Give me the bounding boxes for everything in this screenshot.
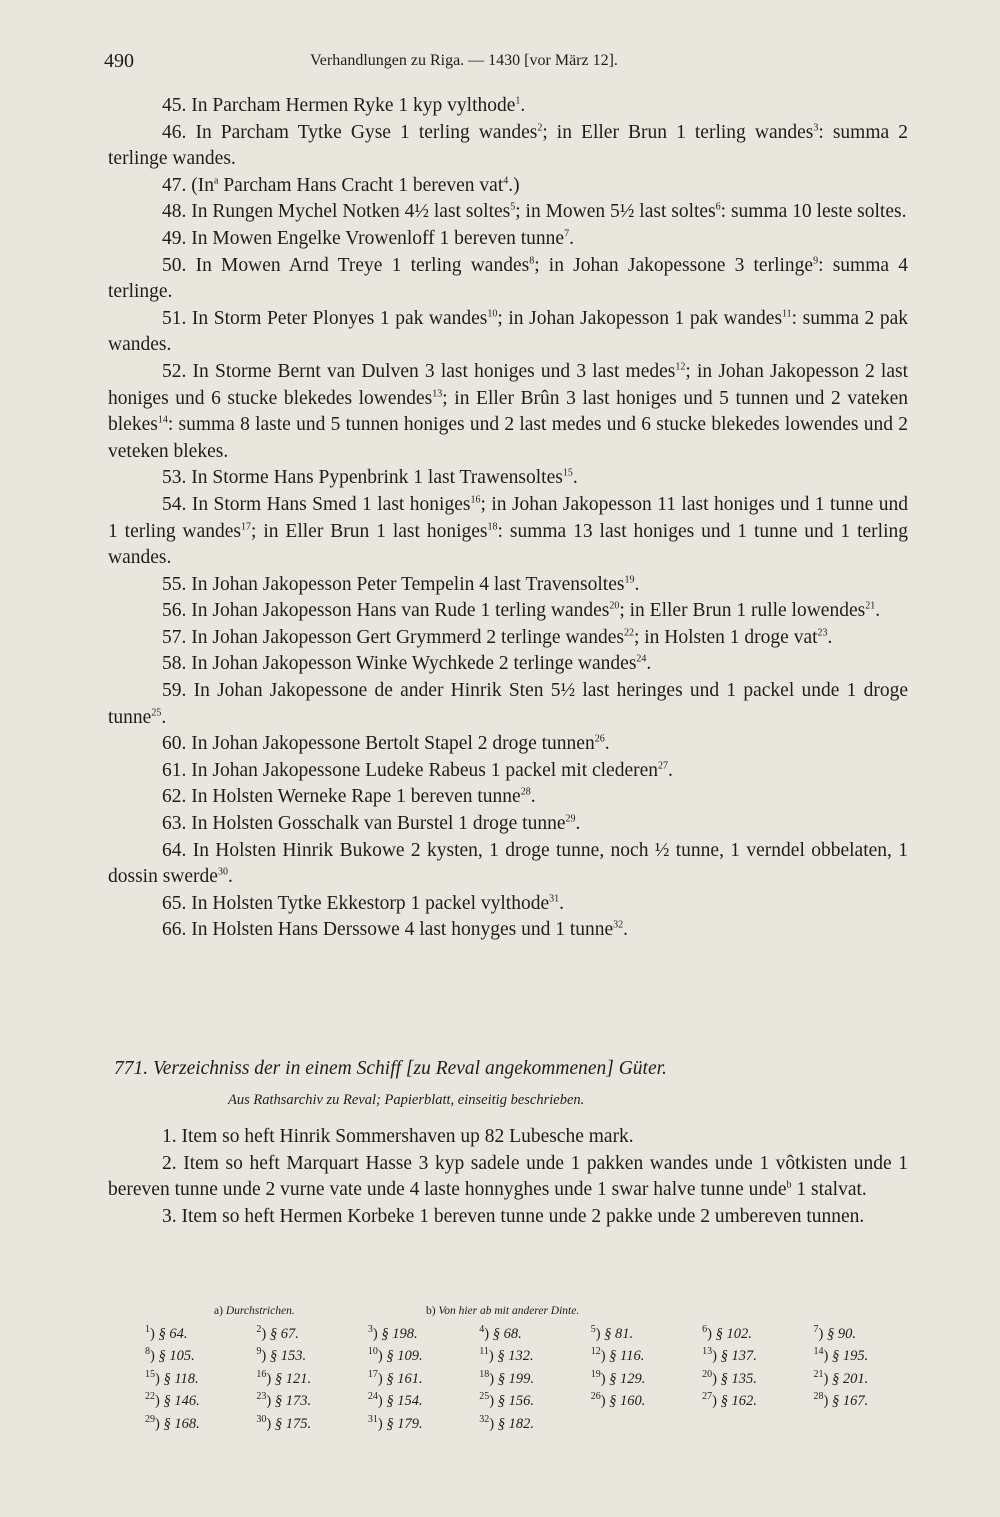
footnote-number: 17	[367, 1368, 378, 1380]
footnote-marker: 17	[240, 521, 251, 532]
footnote	[591, 1368, 702, 1390]
note-b	[426, 1305, 579, 1317]
footnote-reference: § 195.	[832, 1348, 869, 1365]
footnote-reference: § 198.	[381, 1326, 418, 1342]
footnote	[479, 1413, 590, 1435]
footnote-paren: )	[372, 1326, 382, 1342]
footnote-reference: § 179.	[386, 1415, 423, 1432]
document-item	[108, 1124, 908, 1151]
register-entry	[108, 492, 908, 572]
footnote-marker: 24	[636, 653, 647, 665]
entry-list	[108, 93, 908, 944]
footnote-marker: 20	[609, 600, 620, 612]
footnote-paren: )	[484, 1326, 493, 1342]
footnote-number: 26	[590, 1391, 601, 1403]
note-a	[214, 1305, 295, 1317]
footnote-paren: )	[266, 1415, 275, 1432]
footnote-number: 30	[256, 1413, 267, 1425]
footnote-marker: 18	[487, 521, 498, 532]
footnote-marker: a	[214, 175, 219, 187]
entry-text: 60. In Johan Jakopessone Bertolt Stapel 2 droge tunnen	[162, 733, 595, 755]
entry-text: 47. (In	[162, 174, 214, 196]
running-head-title: Verhandlungen zu Riga. — 1430 [vor März 12].	[310, 52, 618, 69]
footnote	[702, 1390, 813, 1412]
footnote-reference: § 162.	[720, 1393, 757, 1410]
footnote-paren: )	[818, 1326, 827, 1342]
footnote-number: 22	[145, 1391, 155, 1403]
footnote-number: 20	[702, 1368, 713, 1380]
register-entry	[108, 465, 908, 492]
footnote	[814, 1368, 925, 1390]
footnote-reference: § 146.	[163, 1393, 200, 1410]
footnote-reference: § 153.	[269, 1348, 307, 1365]
entry-text: 46. In Parcham Tytke Gyse 1 terling wandes	[162, 121, 538, 143]
footnote-reference: § 67.	[269, 1326, 299, 1342]
note-b-text: Von hier ab mit anderer Dinte.	[438, 1305, 580, 1317]
entry-text: .	[827, 626, 833, 648]
footnote	[591, 1390, 702, 1412]
entry-text: .	[569, 227, 574, 249]
entry-text: 56. In Johan Jakopesson Hans van Rude 1 terling wandes	[162, 600, 610, 622]
footnote	[145, 1323, 256, 1345]
footnote-marker: 29	[565, 813, 576, 825]
footnote-reference: § 154.	[386, 1393, 423, 1410]
footnote	[256, 1323, 367, 1345]
footnote-marker: 2	[537, 122, 543, 134]
entry-text: ; in Johan Jakopesson 2 last honiges und 6 stucke blekedes lowendes	[108, 360, 909, 409]
footnote-number: 12	[590, 1346, 601, 1358]
footnote-reference: § 116.	[609, 1348, 645, 1365]
footnote-reference: § 156.	[497, 1393, 534, 1410]
register-entry	[108, 731, 908, 758]
footnote	[479, 1368, 590, 1390]
footnote-number: 18	[479, 1368, 490, 1380]
footnote-reference: § 129.	[609, 1370, 646, 1387]
entry-text: .	[161, 706, 167, 728]
register-entry	[108, 598, 908, 625]
footnote-number: 27	[702, 1391, 713, 1403]
footnote	[368, 1368, 479, 1390]
footnote-paren: )	[823, 1370, 832, 1387]
register-entry	[108, 811, 908, 838]
footnote-row	[145, 1390, 925, 1412]
entry-text: 66. In Holsten Hans Derssowe 4 last honyges und 1 tunne	[162, 919, 614, 941]
note-a-mark: a)	[214, 1305, 223, 1317]
entry-text: ; in Eller Brun 1 terling wandes	[542, 121, 814, 143]
footnote-paren: )	[600, 1348, 610, 1365]
entry-text: ; in Holsten 1 droge vat	[633, 626, 818, 648]
footnote-number: 23	[256, 1391, 267, 1403]
footnote-reference: § 90.	[827, 1326, 856, 1342]
document-source: Aus Rathsarchiv zu Reval; Papierblatt, einseitig beschrieben.	[228, 1092, 585, 1108]
register-entry	[108, 226, 908, 253]
footnote-marker: 21	[865, 600, 876, 612]
entry-text: 59. In Johan Jakopessone de ander Hinrik Sten 5½ last heringes und 1 packel unde 1 droge tunne	[108, 680, 908, 728]
entry-text: 62. In Holsten Werneke Rape 1 bereven tunne	[162, 786, 521, 808]
footnote-reference: § 109.	[386, 1348, 423, 1365]
footnote-number: 7	[813, 1324, 819, 1336]
footnote-reference: § 167.	[832, 1393, 869, 1410]
note-b-mark: b)	[426, 1305, 436, 1317]
footnote	[814, 1390, 925, 1412]
entry-text: 51. In Storm Peter Plonyes 1 pak wandes	[162, 307, 488, 329]
footnote-marker: 25	[151, 707, 162, 719]
footnote-paren: )	[266, 1393, 275, 1410]
footnote-paren: )	[377, 1348, 387, 1365]
entry-text: 48. In Rungen Mychel Notken 4½ last soltes	[162, 201, 511, 223]
footnote-marker: 26	[594, 733, 605, 745]
footnote-reference: § 64.	[158, 1326, 188, 1342]
footnote-paren: )	[823, 1393, 832, 1410]
entry-text: .	[227, 866, 233, 888]
footnote-paren: )	[707, 1326, 716, 1342]
entry-text: : summa 13 last honiges und 1 tunne und 1 terling wandes.	[108, 520, 908, 569]
footnote	[702, 1323, 813, 1345]
footnote-marker: 7	[564, 228, 570, 240]
footnote	[256, 1345, 367, 1367]
entry-text: 63. In Holsten Gosschalk van Burstel 1 droge tunne	[162, 813, 566, 835]
footnote	[368, 1345, 479, 1367]
footnote-number: 29	[145, 1413, 155, 1425]
footnote-marker: 6	[715, 201, 721, 213]
footnote-number: 11	[479, 1346, 489, 1358]
register-entry	[108, 93, 908, 120]
footnote	[591, 1345, 702, 1367]
register-entry	[108, 678, 908, 731]
entry-text: 57. In Johan Jakopesson Gert Grymmerd 2 terlinge wandes	[162, 626, 624, 648]
footnote-paren: )	[155, 1415, 164, 1432]
footnote-marker: 28	[520, 786, 531, 798]
footnote-reference: § 182.	[497, 1415, 534, 1432]
footnote-number: 6	[702, 1324, 708, 1336]
footnote	[256, 1390, 367, 1412]
footnote	[145, 1390, 256, 1412]
footnote	[591, 1323, 702, 1345]
entry-text: 1. Item so heft Hinrik Sommershaven up 82 Lubesche mark.	[162, 1126, 634, 1147]
register-entry	[108, 917, 908, 944]
register-entry	[108, 625, 908, 652]
entry-text: ; in Eller Brun 1 last honiges	[250, 520, 488, 542]
footnote-paren: )	[150, 1348, 159, 1365]
footnote-reference: § 132.	[497, 1348, 534, 1365]
footnote-paren: )	[261, 1348, 270, 1365]
footnote-reference: § 81.	[604, 1326, 634, 1342]
footnote-paren: )	[600, 1370, 610, 1387]
footnote-row	[145, 1345, 925, 1367]
footnote-marker: 16	[470, 494, 481, 506]
footnote	[479, 1345, 590, 1367]
entry-text: .	[559, 892, 564, 914]
page-number: 490	[104, 50, 134, 72]
entry-text: .)	[508, 174, 520, 196]
footnote-marker: 3	[813, 122, 819, 134]
register-entry	[108, 891, 908, 918]
footnote-marker: 13	[432, 388, 443, 400]
entry-text: Parcham Hans Cracht 1 bereven vat	[218, 174, 504, 196]
footnote-paren: )	[823, 1348, 832, 1365]
footnote-number: 13	[702, 1346, 713, 1358]
footnote-marker: 14	[157, 414, 168, 426]
footnote-paren: )	[712, 1370, 721, 1387]
footnote-row	[145, 1413, 925, 1435]
register-entry	[108, 651, 908, 678]
footnote-paren: )	[712, 1393, 721, 1410]
entry-text: 61. In Johan Jakopessone Ludeke Rabeus 1 packel mit clederen	[162, 759, 659, 781]
entry-text: .	[623, 919, 629, 941]
footnote-reference: § 137.	[720, 1348, 757, 1365]
footnote-number: 5	[590, 1324, 596, 1336]
entry-text: .	[572, 467, 578, 489]
footnote-number: 14	[813, 1346, 824, 1358]
footnote-number: 8	[145, 1346, 150, 1358]
footnote-marker: b	[786, 1179, 792, 1191]
entry-text: .	[604, 733, 610, 755]
footnote-paren: )	[150, 1326, 159, 1342]
entry-text: 3. Item so heft Hermen Korbeke 1 bereven tunne unde 2 pakke unde 2 umbereven tunnen.	[162, 1205, 865, 1227]
footnote-marker: 8	[529, 255, 535, 267]
entry-text: 49. In Mowen Engelke Vrowenloff 1 bereven tunne	[162, 227, 565, 249]
entry-text: 64. In Holsten Hinrik Bukowe 2 kysten, 1 droge tunne, noch ½ tunne, 1 verndel obbelaten, 1 dossin swerde	[108, 839, 908, 888]
footnote-reference: § 102.	[715, 1326, 752, 1342]
footnote-row	[145, 1368, 925, 1390]
entry-text: 65. In Holsten Tytke Ekkestorp 1 packel vylthode	[162, 892, 550, 914]
footnote-marker: 22	[623, 627, 634, 639]
register-entry	[108, 306, 908, 359]
footnote-paren: )	[489, 1393, 498, 1410]
footnote-marker: 27	[658, 760, 669, 772]
footnote-reference: § 118.	[163, 1370, 199, 1387]
footnote-marker: 15	[562, 467, 573, 479]
footnote-paren: )	[377, 1415, 387, 1432]
footnote-paren: )	[266, 1370, 275, 1387]
footnote-paren: )	[595, 1326, 605, 1342]
footnote-paren: )	[261, 1326, 270, 1342]
register-entry	[108, 838, 908, 891]
entry-text: 1 stalvat.	[791, 1179, 867, 1201]
footnote-reference: § 161.	[386, 1370, 423, 1387]
footnote-marker: 10	[487, 308, 498, 320]
entry-text: ; in Johan Jakopesson 1 pak wandes	[497, 307, 783, 329]
entry-text: : summa 10 leste soltes.	[720, 201, 907, 223]
footnote	[145, 1368, 256, 1390]
textual-notes	[214, 1305, 914, 1325]
footnote-paren: )	[712, 1348, 721, 1365]
document-number: 771.	[114, 1058, 149, 1079]
entry-text: : summa 4 terlinge.	[108, 254, 908, 303]
footnote-reference: § 105.	[158, 1348, 195, 1365]
item-list	[108, 1124, 908, 1230]
register-entry	[108, 784, 908, 811]
entry-text: 58. In Johan Jakopesson Winke Wychkede 2 terlinge wandes	[162, 653, 637, 675]
entry-text: .	[646, 653, 652, 675]
footnote	[256, 1413, 367, 1435]
footnote-reference: § 173.	[274, 1393, 312, 1410]
document-item	[108, 1204, 908, 1231]
entry-text: .	[530, 786, 536, 808]
footnote-reference: § 175.	[274, 1415, 312, 1432]
footnote-marker: 31	[549, 893, 560, 905]
footnote-reference: § 135.	[720, 1370, 757, 1387]
entry-text: ; in Eller Brun 1 rulle lowendes	[619, 600, 866, 622]
document-heading	[114, 1058, 900, 1080]
entry-text: ; in Mowen 5½ last soltes	[515, 201, 716, 223]
footnote-marker: 19	[624, 574, 635, 586]
footnote-marker: 4	[503, 175, 509, 187]
footnote-paren: )	[488, 1348, 498, 1365]
footnote-paren: )	[155, 1393, 164, 1410]
footnote-paren: )	[489, 1415, 498, 1432]
footnote	[368, 1413, 479, 1435]
footnote-number: 9	[256, 1346, 262, 1358]
footnote	[814, 1345, 925, 1367]
footnote-marker: 5	[510, 201, 516, 213]
entry-text: .	[634, 573, 640, 595]
entry-text: 55. In Johan Jakopesson Peter Tempelin 4 last Travensoltes	[162, 573, 625, 595]
footnote-marker: 30	[217, 866, 228, 878]
footnote-reference: § 199.	[497, 1370, 534, 1387]
entry-text: : summa 8 laste und 5 tunnen honiges und 2 last medes und 6 stucke blekedes lowendes und 2 veteken blekes.	[108, 414, 908, 462]
footnote-number: 32	[479, 1413, 490, 1425]
footnote-number: 10	[367, 1346, 378, 1358]
entry-text: .	[520, 95, 526, 116]
footnote-marker: 32	[613, 919, 624, 931]
entry-text: 2. Item so heft Marquart Hasse 3 kyp sadele unde 1 pakken wandes unde 1 vôtkisten unde 1 bereven tunne unde 2 vurne vate unde 4 laste honnyghes unde 1 swar halve tunne unde	[108, 1152, 908, 1201]
footnote	[145, 1413, 256, 1435]
footnote-paren: )	[377, 1370, 387, 1387]
entry-text: 50. In Mowen Arnd Treye 1 terling wandes	[162, 254, 530, 276]
footnote-marker: 11	[782, 308, 792, 320]
footnote	[702, 1368, 813, 1390]
register-entry	[108, 120, 908, 173]
register-entry	[108, 173, 908, 200]
footnote-number: 16	[256, 1368, 267, 1380]
footnote-number: 24	[367, 1391, 378, 1403]
register-entry	[108, 253, 908, 306]
footnote-marker: 9	[813, 255, 819, 267]
footnote	[145, 1345, 256, 1367]
footnote	[368, 1323, 479, 1345]
footnote-number: 15	[145, 1368, 155, 1380]
document-title: Verzeichniss der in einem Schiff [zu Reval angekommenen] Güter.	[153, 1058, 667, 1079]
entry-text: .	[575, 813, 581, 835]
entry-text: .	[875, 600, 881, 622]
footnote-paren: )	[600, 1393, 610, 1410]
register-entry	[108, 758, 908, 785]
footnote	[479, 1323, 590, 1345]
footnote-table	[145, 1323, 925, 1435]
footnote-number: 25	[479, 1391, 490, 1403]
footnote-reference: § 160.	[609, 1393, 646, 1410]
footnote	[256, 1368, 367, 1390]
footnote-reference: § 121.	[274, 1370, 312, 1387]
entry-text: ; in Johan Jakopesson 11 last honiges und 1 tunne und 1 terling wandes	[108, 493, 909, 542]
footnote-number: 1	[145, 1324, 150, 1336]
footnote-number: 19	[590, 1368, 601, 1380]
footnote	[368, 1390, 479, 1412]
footnote-number: 31	[367, 1413, 378, 1425]
footnote-reference: § 68.	[492, 1326, 522, 1342]
footnote	[814, 1323, 925, 1345]
entry-text: : summa 2 pak wandes.	[108, 307, 908, 356]
footnote-paren: )	[489, 1370, 498, 1387]
register-entry	[108, 572, 908, 599]
footnote-marker: 12	[675, 361, 686, 373]
entry-text: .	[668, 759, 673, 781]
footnote-number: 21	[813, 1368, 824, 1380]
entry-text: ; in Johan Jakopessone 3 terlinge	[534, 254, 814, 276]
footnote	[479, 1390, 590, 1412]
footnote-paren: )	[155, 1370, 164, 1387]
footnote-marker: 1	[515, 95, 521, 107]
entry-text: 45. In Parcham Hermen Ryke 1 kyp vylthode	[162, 95, 516, 116]
footnote-number: 28	[813, 1391, 824, 1403]
document-item	[108, 1151, 908, 1204]
entry-text: : summa 2 terlinge wandes.	[108, 121, 908, 170]
footnote-number: 2	[256, 1324, 262, 1336]
footnote	[702, 1345, 813, 1367]
register-entry	[108, 359, 908, 465]
footnote-number: 4	[479, 1324, 485, 1336]
entry-text: ; in Eller Brûn 3 last honiges und 5 tunnen und 2 vateken blekes	[108, 387, 908, 436]
footnote-marker: 23	[817, 627, 828, 639]
footnote-row	[145, 1323, 925, 1345]
footnote-paren: )	[377, 1393, 387, 1410]
entry-text: 53. In Storme Hans Pypenbrink 1 last Trawensoltes	[162, 467, 563, 489]
register-entry	[108, 199, 908, 226]
entry-text: 54. In Storm Hans Smed 1 last honiges	[162, 493, 471, 515]
entry-text: 52. In Storme Bernt van Dulven 3 last honiges und 3 last medes	[162, 360, 676, 382]
running-head	[104, 50, 904, 74]
footnote-number: 3	[367, 1324, 373, 1336]
footnote-reference: § 168.	[163, 1415, 200, 1432]
footnote-reference: § 201.	[832, 1370, 869, 1387]
note-a-text: Durchstrichen.	[225, 1305, 295, 1317]
